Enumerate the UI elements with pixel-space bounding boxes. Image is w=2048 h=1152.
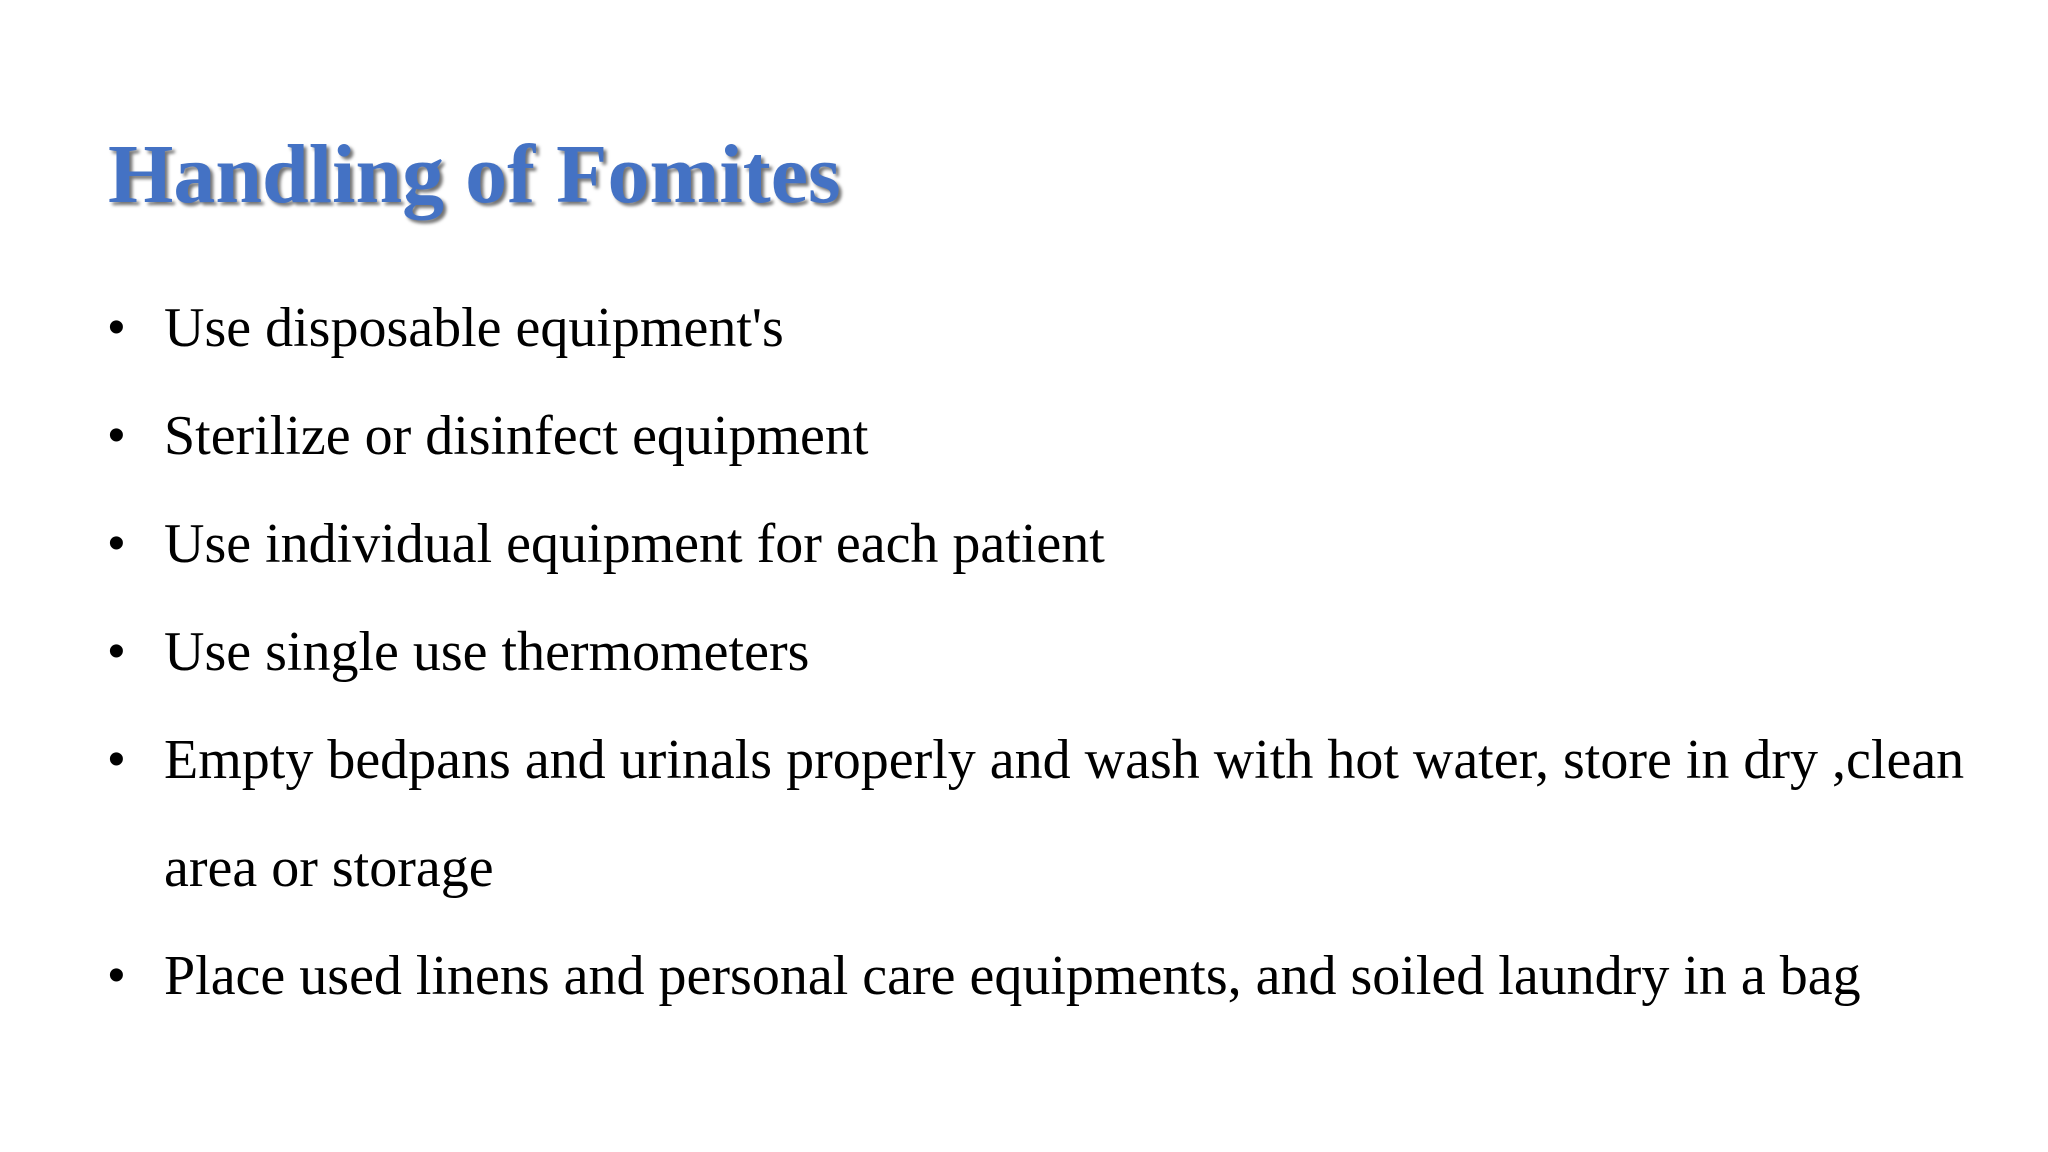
bullet-dot-icon: • [108,625,125,678]
slide-title: Handling of Fomites [108,128,841,221]
bullet-item [108,706,2018,922]
bullet-text: Use single use thermometers [164,621,810,683]
bullet-list [108,274,2018,1030]
bullet-item [108,922,2018,1030]
bullet-item [108,274,2018,382]
bullet-dot-icon: • [108,517,125,570]
bullet-text: Use disposable equipment's [164,297,784,359]
bullet-dot-icon: • [108,949,125,1002]
bullet-text: Sterilize or disinfect equipment [164,405,869,467]
bullet-text: Empty bedpans and urinals properly and wash with hot water, store in dry ,clean area or storage [164,729,1965,899]
bullet-dot-icon: • [108,733,125,786]
bullet-dot-icon: • [108,409,125,462]
bullet-item [108,382,2018,490]
bullet-text: Place used linens and personal care equipments, and soiled laundry in a bag [164,945,1861,1007]
bullet-text: Use individual equipment for each patient [164,513,1105,575]
bullet-item [108,490,2018,598]
bullet-dot-icon: • [108,301,125,354]
bullet-item [108,598,2018,706]
